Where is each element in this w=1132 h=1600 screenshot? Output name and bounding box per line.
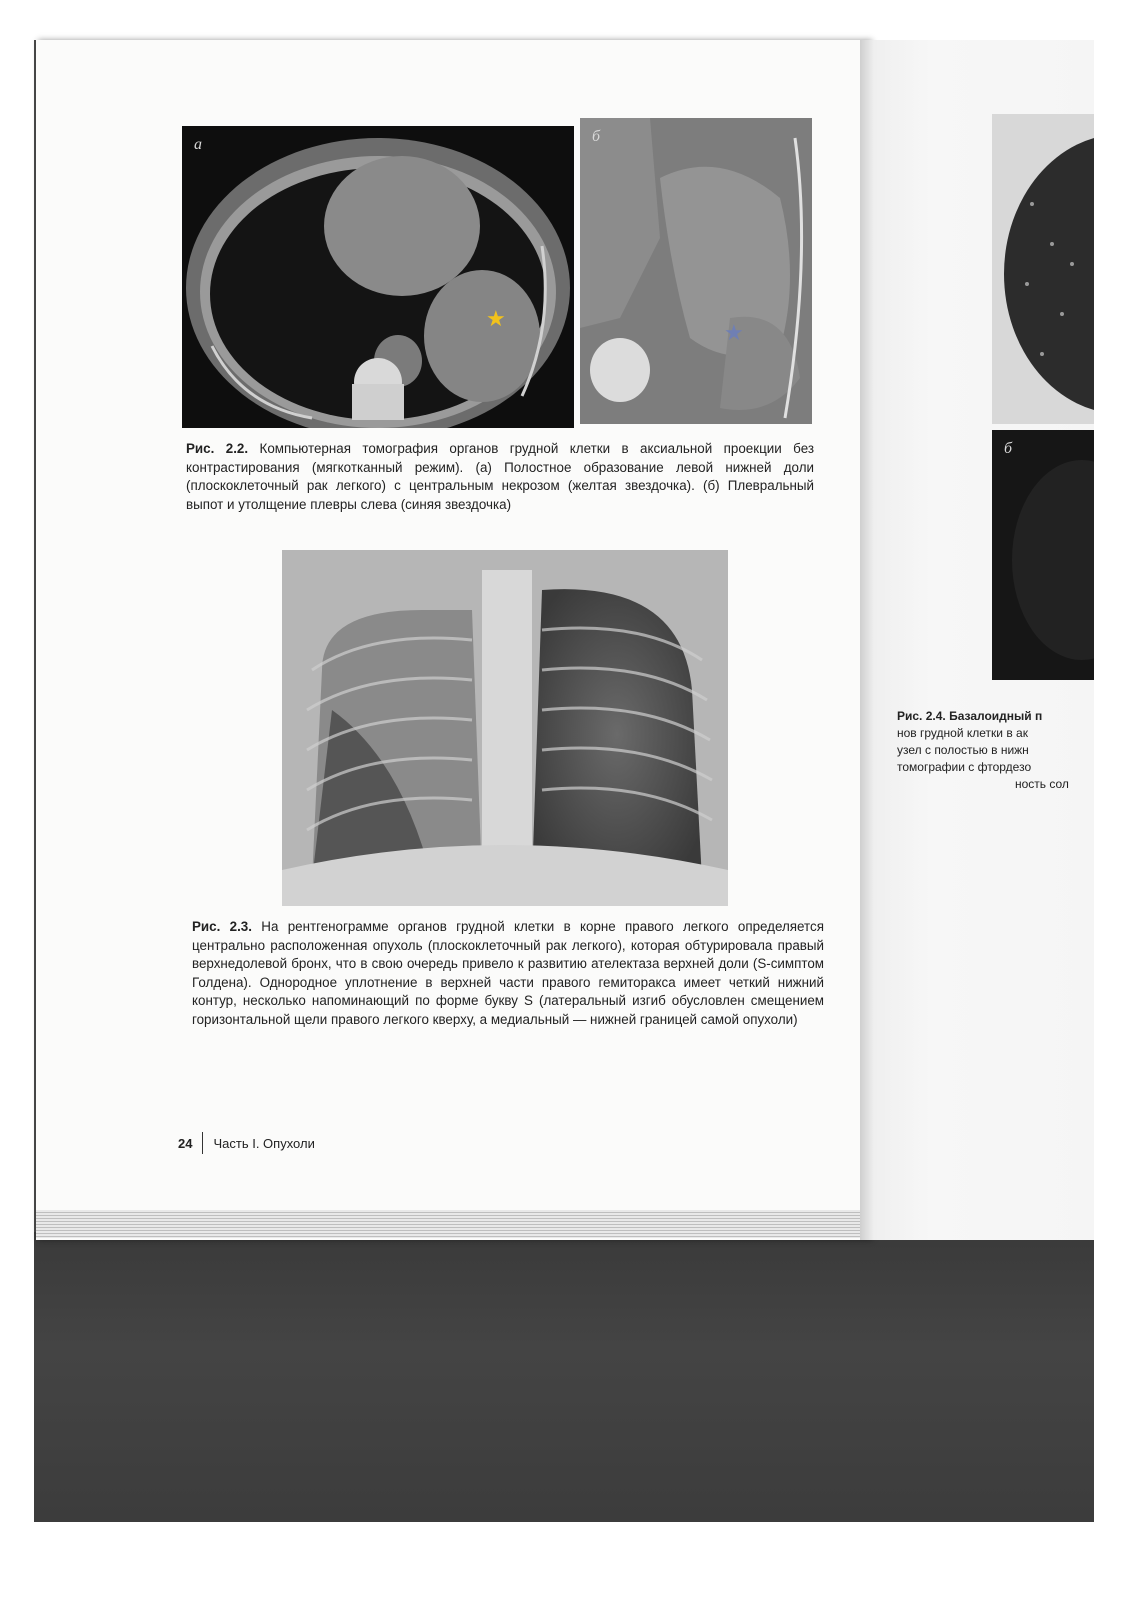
ct-scan-b-graphic [580,118,812,424]
right-image-panel-a [992,114,1094,424]
figure-2-3-number: Рис. 2.3. [192,919,252,934]
figure-2-3-caption [192,918,824,1030]
right-image-panel-b [992,430,1094,680]
chest-xray-graphic [282,550,728,906]
section-title: Часть I. Опухоли [213,1135,315,1151]
blue-star-icon: ★ [724,320,744,345]
figure-2-2-number: Рис. 2.2. [186,441,249,456]
caption-line: Рис. 2.4. Базалоидный п [897,709,1043,723]
yellow-star-icon: ★ [486,306,506,331]
page-stack-edge [36,1210,870,1238]
right-panel-b-label: б [1004,440,1013,457]
figure-2-3-text: На рентгенограмме органов грудной клетки в корне правого легкого определяется центрально расположенная опухоль (плоскоклеточный рак легкого), которая обтурировала правый верхнедолевой бронх, что в свою очередь привело к развитию ателектаза верхней доли (S-симптом Голдена). Однородное уплотнение в верхней части правого гемиторакса имеет четкий нижний контур, несколько напоминающий по форме букву S (латеральный изгиб обусловлен смещением горизонтальной щели правого легкого кверху, а медиальный — нижней границей самой опухоли) [192,919,824,1027]
page-footer [178,1132,315,1154]
caption-line: томографии с фтордезо [897,760,1032,774]
ct-scan-a-graphic [182,126,574,428]
ct-image-panel-b [580,118,812,424]
panel-a-label: а [194,136,202,153]
right-panel-a-label: а [1004,124,1012,141]
figure-2-4-caption-fragment [897,708,1087,793]
right-ct-a-graphic [992,114,1094,424]
panel-b-label: б [592,128,601,145]
ct-image-panel-a [182,126,574,428]
caption-line: нов грудной клетки в ак [897,726,1028,740]
caption-line: узел с полостью в нижн [897,743,1029,757]
page-number: 24 [178,1135,193,1151]
figure-2-2-text: Компьютерная томография органов грудной клетки в аксиальной проекции без контрастирования (мягкотканный режим). (а) Полостное образование левой нижней доли (плоскоклеточный рак легкого) с центральным некрозом (желтая звездочка). (б) Плевральный выпот и утолщение плевры слева (синяя звездочка) [186,441,814,512]
caption-line: ность сол [1015,777,1069,791]
xray-image [282,550,728,906]
footer-divider [202,1132,203,1154]
scanner-dark-area [34,1232,1094,1522]
right-pet-b-graphic [992,430,1094,680]
figure-2-2-caption [186,440,814,514]
